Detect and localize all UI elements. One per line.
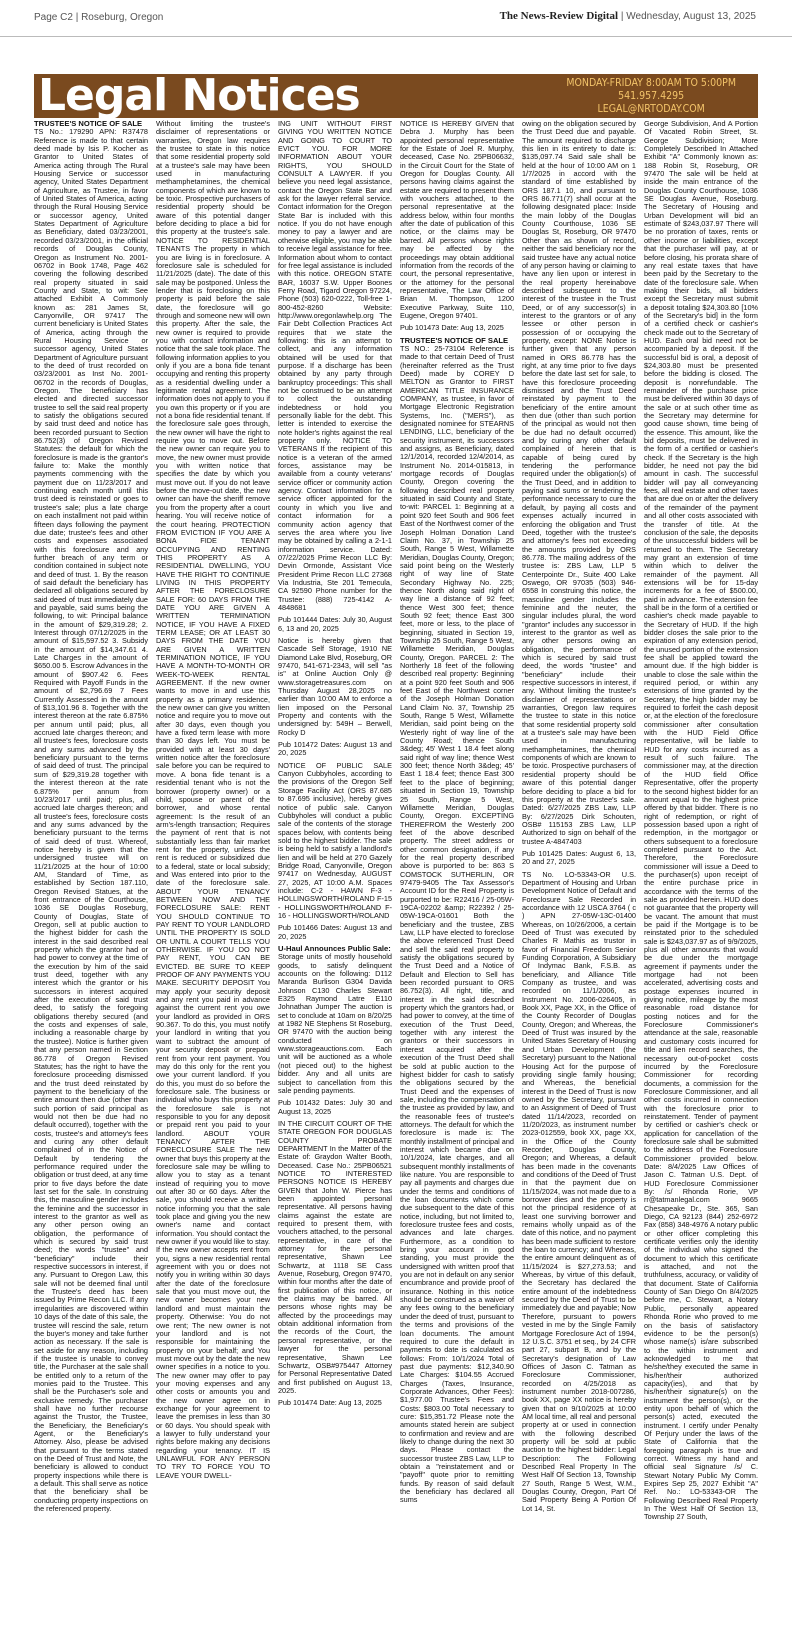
notice-column	[644, 119, 761, 1630]
page-header	[0, 0, 792, 37]
notice-body: George Subdivision, And A Portion Of Vacated Robin Street, St. George Subdivision; More Completely Described In Attached Exhibit "A" Commonly known as: 188 Robin St, Roseburg, OR 97470 The sale will be held at inside the main entrance of the Douglas County Courthouse, 1036 SE Douglas Avenue, Roseburg. The Secretary of Housing and Urban Development will bid an estimate of $243,037.97 There will be no proration of taxes, rents or other income or liabilities, except that the purchaser will pay, at or before closing, his prorata share of any real estate taxes that have been paid by the Secretary to the date of the foreclosure sale. When making their bids, all bidders except the Secretary must submit a deposit totaling $24,303.80 [10% of the Secretary's bid] in the form of a certified check or cashier's check made out to the Secretary of HUD. Each oral bid need not be accompanied by a deposit. If the successful bid is oral, a deposit of $24,303.80 must be presented before the bidding is closed. The deposit is nonrefundable. The remainder of the purchase price must be delivered within 30 days of the sale or at such other time as the Secretary may determine for good cause shown, time being of the essence. This amount, like the bid deposits, must be delivered in the form of a certified or cashier's check. If the Secretary is the high bidder, he need not pay the bid amount in cash. The successful bidder will pay all conveyancing fees, all real estate and other taxes that are due on or after the delivery of the remainder of the payment and all other costs associated with the transfer of title. At the conclusion of the sale, the deposits of the unsuccessful bidders will be returned to them. The Secretary may grant an extension of time within which to deliver the remainder of the payment. All extensions will be for 15-day increments for a fee of $500.00, paid in advance. The extension fee shall be in the form of a certified or cashier's check made payable to the Secretary of HUD. If the high bidder closes the sale prior to the expiration of any extension period, the unused portion of the extension fee shall be applied toward the amount due. If the high bidder is unable to close the sale within the required period, or within any extensions of time granted by the Secretary, the high bidder may be required to forfeit the cash deposit or, at the election of the foreclosure commissioner after consultation with the HUD Field Office representative, will be liable to HUD for any costs incurred as a result of such failure. The commissioner may, at the direction of the HUD field Office Representative, offer the property to the second highest bidder for an amount equal to the highest price offered by that bidder. There is no right of redemption, or right of possession based upon a right of redemption, in the mortgagor or others subsequent to a foreclosure completed pursuant to the Act. Therefore, the Foreclosure commissioner will issue a Deed to the purchaser(s) upon receipt of the entire purchase price in accordance with the terms of the sale as provided herein. HUD does not guarantee that the property will be vacant. The amount that must be paid if the Mortgage is to be reinstated prior to the scheduled sale is $243,037.97 as of 9/9/2025, plus all other amounts that would be due under the mortgage agreement if payments under the mortgage had not been accelerated, advertising costs and postage expenses incurred in giving notice, mileage by the most reasonable road distance for posting notices and for the Foreclosure Commissioner's attendance at the sale, reasonable and customary costs incurred for title and lien record searches, the necessary out-of-pocket costs incurred by the Foreclosure Commissioner for recording documents, a commission for the Foreclosure Commissioner, and all other costs incurred in connection with the foreclosure prior to reinstatement. Tender of payment by certified or cashier's check or application for cancellation of the foreclosure sale shall be submitted to the address of the Foreclosure Commissioner provided below. Date: 8/4/2025 Law Offices of Jason C. Tatman U.S. Dept. of HUD Foreclosure Commissioner By: /s/ Rhonda Rorie, VP rr@tatmanlegal.com 9665 Chesapeake Dr., Ste. 365, San Diego, CA 92123 (844) 252-6972 Fax (858) 348-4976 A notary public or other officer completing this certificate verifies only the identity of the individual who signed the document to which this certificate is attached, and not the truthfulness, accuracy, or validity of that document. State of California County of San Diego On 8/4/2025 before me, C. Stewart, a Notary Public, personally appeared Rhonda Rorie who proved to me on the basis of satisfactory evidence to be the person(s) whose name(s) is/are subscribed to the within instrument and acknowledged to me that he/she/they executed the same in his/her/their authorized capacity(ies), and that by his/her/their signature(s) on the instrument the person(s), or the entity upon behalf of which the person(s) acted, executed the instrument. I certify under Penalty Of Perjury under the laws of the State of California that the foregoing paragraph is true and correct. Witness my hand and official seal Signature /s/ C. Stewart Notary Public My Comm. Expires Sep 25, 2027 Exhibit "A" Ref. No.: LO-53343-OR The Following Described Real Property In The West Half Of Section 13, Township 27 South,	[644, 119, 761, 1522]
email-address: LEGAL@NRTODAY.COM	[597, 103, 705, 115]
page-folio: Page C2 | Roseburg, Oregon	[34, 12, 164, 23]
notice-column	[400, 119, 517, 1630]
notice-column	[278, 119, 395, 1630]
section-title: Legal Notices	[38, 70, 360, 121]
notice-body: IN THE CIRCUIT COURT OF THE STATE OREGON FOR DOUGLAS COUNTY PROBATE DEPARTMENT In the Matter of the Estate of: Graydon Walter Booth, Deceased. Case No.: 25PB06521 NOTICE TO INTERESTED PERSONS NOTICE IS HEREBY GIVEN that John W. Pierce has been appointed personal representative. All persons having claims against the estate are required to present them, with vouchers attached, to the personal representative, in care of the attorney for the personal representative, Shawn Lee Schwartz, at 1118 SE Cass Avenue, Roseburg, Oregon 97470, within four months after the date of first publication of this notice, or the claims may be barred. All persons whose rights may be affected by the proceedings may obtain additional information from the records of the Court, the personal representative, or the lawyer for the personal representative, Shawn Lee Schwartz, OSB#975447 Attorney for Personal Representative Dated and first published on August 13, 2025.	[278, 1118, 395, 1395]
legal-notices-banner	[34, 70, 758, 121]
notice-body: NOTICE OF PUBLIC SALE Canyon Cubbyholes, according to the provisions of the Oregon Self Storage Facility Act (ORS 87.685 to 87.695 inclusive), hereby gives notice of public sale. Canyon Cubbyholes will conduct a public sale of the contents of the storage spaces below, with contents being sold to the highest bidder. The sale is being held to satisfy a landlord's lien and will be held at 270 Gazely Bridge Road, Canyonville, Oregon 97417 on Wednesday, AUGUST 27, 2025, AT 10:00 A.M. Spaces include: C-2 - HAWN F-3 - HOLLINGSWORTH/ROLAND F-15 - HOLLINGSWORTH/ROLAND F-16 - HOLLINGSWORTH/ROLAND	[278, 760, 395, 920]
publication-line: Pub 101472 Dates: August 13 and 20, 2025	[278, 740, 392, 758]
office-hours: MONDAY-FRIDAY 8:00AM TO 5:00PM	[566, 77, 736, 89]
notice-body: ING UNIT WITHOUT FIRST GIVING YOU WRITTEN NOTICE AND GOING TO COURT TO EVICT YOU. FOR MORE INFORMATION ABOUT YOUR RIGHTS, YOU SHOULD CONSULT A LAWYER. If you believe you need legal assistance, contact the Oregon State Bar and ask for the lawyer referral service. Contact information for the Oregon State Bar is included with this notice. If you do not have enough money to pay a lawyer and are otherwise eligible, you may be able to receive legal assistance for free. Information about whom to contact for free legal assistance is included with this notice. OREGON STATE BAR, 16037 S.W. Upper Boones Ferry Road, Tigard Oregon 97224, Phone (503) 620-0222, Toll-free 1-800-452-8260 Website: http://www.oregonlawhelp.org The Fair Debt Collection Practices Act requires that we state the following: this is an attempt to collect, and any information obtained will be used for that purpose. If a discharge has been obtained by any party through bankruptcy proceedings: This shall not be construed to be an attempt to collect the outstanding indebtedness or hold you personally liable for the debt. This letter is intended to exercise the note holder's rights against the real property only. NOTICE TO VETERANS If the recipient of this notice is a veteran of the armed forces, assistance may be available from a county veterans' service officer or community action agency. Contact information for a service officer appointed for the county in which you live and contact information for a community action agency that serves the area where you live may be obtained by calling a 2-1-1 information service. Dated: 07/22/2025 Prime Recon LLC By: Devin Ormonde, Assistant Vice President Prime Recon LLC 27368 Via Industria, Ste 201 Temecula, CA 92590 Phone number for the Trustee: (888) 725-4142 A-4848681	[278, 119, 395, 612]
notice-body: TS No. LO-53343-OR U.S. Department of Housing and Urban Development Notice of Default and Foreclosure Sale Recorded in accordance with 12 USCA 3764 ( c ) APN 27-05W-13C-01400 Whereas, on 10/26/2006, a certain Deed of Trust was executed by Charles R Mathis as trustor in favor of Financial Freedom Senior Funding Corporation, A Subsidiary Of Indymac Bank, F.S.B. as beneficiary, and Alliance Title Company as trustee, and was recorded on 11/1/2006, as Instrument No. 2006-026405, in Book XX, Page XX, in the Office of the County Recorder of Douglas County, Oregon; and Whereas, the Deed of Trust was insured by the United States Secretary of Housing and Urban Development (the Secretary) pursuant to the National Housing Act for the purpose of providing single family housing; and Whereas, the beneficial interest in the Deed of Trust is now owned by the Secretary, pursuant to an Assignment of Deed of Trust dated 11/14/2023, recorded on 11/20/2023, as instrument number 2023-012559, book XX, page XX, in the Office of the County Recorder, Douglas County, Oregon; and Whereas, a default has been made in the covenants and conditions of the Deed of Trust in that the payment due on 11/15/2024, was not made due to a borrower dies and the property is not the principal residence of at least one surviving borrower and remains wholly unpaid as of the date of this notice, and no payment has been made sufficient to restore the loan to currency; and Whereas, the entire amount delinquent as of 11/15/2024 is $27,273.53; and Whereas, by virtue of this default, the Secretary has declared the entire amount of the indebtedness secured by the Deed of Trust to be immediately due and payable; Now Therefore, pursuant to powers vested in me by the Single Family Mortgage Foreclosure Act of 1994, 12 U.S.C. 3751 et seq., by 24 CFR part 27, subpart B, and by the Secretary's designation of Law Offices of Jason C. Tatman as Foreclosure Commissioner, recorded on 4/25/2018 as instrument number 2018-007286, book XX, page XX notice is hereby given that on 9/10/2025 at 10:00 AM local time, all real and personal property at or used in connection with the following described property will be sold at public auction to the highest bidder: Legal Description: The Following Described Real Property In The West Half Of Section 13, Township 27 South, Range 5 West, W.M., Douglas County, Oregon, Part Of Said Property Being A Portion Of Lot 14, St.	[522, 869, 639, 1513]
legal-notice	[34, 119, 151, 1514]
contact-info	[566, 77, 736, 116]
publication-line: Pub 101444 Dates: July 30, August 6, 13 and 20, 2025	[278, 615, 392, 633]
notice-body: Notice is hereby given that Cascade Self Storage, 1910 NE Diamond Lake Blvd, Roseburg, OR 97470, 541-671-2343, will sell "as is" at Online Auction Only @ www.storagetreasures.com on Thursday August 28,2025 no earlier than 10:00 AM to enforce a lien imposed on the Personal Property and contents with the undersigned by: 549H – Berwell, Rocky D	[278, 635, 395, 737]
masthead	[500, 10, 756, 22]
notice-body: NOTICE IS HEREBY GIVEN that Debra J. Murphy has been appointed personal representative for the Estate of Joel R. Murphy, deceased, Case No. 25PB06632, in the Circuit Court for the State of Oregon for Douglas County. All persons having claims against the estate are required to present them with vouchers attached, to the personal representative at the address below, within four months after the date of publication of this notice, or the claims may be barred. All persons whose rights may be affected by the proceedings may obtain additional information from the records of the court, the personal representative, or the attorney for the personal representative, The Law Office of Brian M. Thompson, 1200 Executive Parkway, Suite 110, Eugene, Oregon 97401.	[400, 119, 517, 320]
notice-body: TS NO.: 25-73104 Reference is made to that certain Deed of Trust (hereinafter referred as the Trust Deed) made by COREY D MELTON as Grantor to FIRST AMERICAN TITLE INSURANCE COMPANY, as trustee, in favor of Mortgage Electronic Registration Systems, Inc. ("MERS"), as designated nominee for STEARNS LENDING, LLC, beneficiary of the security instrument, its successors and assigns, as Beneficiary, dated 12/1/2014, recorded 12/4/2014, as Instrument No. 2014-015813, in mortgage records of Douglas County, Oregon covering the following described real property situated in said County and State, to-wit: PARCEL 1: Beginning at a point 920 feet South and 906 feet East of the Northwest corner of the Joseph Holman Donation Land Claim No. 37, in Township 25 South, Range 5 West, Willamette Meridian, Douglas County, Oregon; said point being on the Westerly right of way line of State Secondary Highway No. 225; thence North along said right of way line a distance of 92 feet; thence West 300 feet; thence South 92 feet; thence East 300 feet, more or less, to the place of beginning, situated in Section 19, Township 25 South, Range 5 West, Willamette Meridian, Douglas County, Oregon. PARCEL 2: The Northerly 18 feet of the following described real property: Beginning at a point 920 feet South and 906 feet East of the Northwest corner of the Joseph Holman Donation Land Claim No. 37, Township 25 South, Range 5 West, Willamette Meridian, said point being on the Westerly right of way line of the County Road; thence South 3&deg; 45' West 1 18.4 feet along said right of way line; thence West 300 feet; thence North 3&deg; 45' East 1 18.4 feet; thence East 300 feet to the place of beginning; situated in Section 19, Township 25 South, Range 5 West, Willamette Meridian, Douglas County, Oregon. EXCEPTING THEREFROM the Westerly 200 feet of the above described property. The street address or other common designation, if any for the real property described above is purported to be: 863 S COMSTOCK SUTHERLIN, OR 97479-9405 The Tax Assessor's Account ID for the Real Property is purported to be: R22416 / 25-05W-19CA-02202 &amp; R22392 / 25-05W-19CA-01601 Both the beneficiary and the trustee, ZBS Law, LLP have elected to foreclose the above referenced Trust Deed and sell the said real property to satisfy the obligations secured by the Trust Deed and a Notice of Default and Election to Sell has been recorded pursuant to ORS 86.752(3). All right, title, and interest in the said described property which the grantors had, or had power to convey, at the time of execution of the Trust Deed, together with any interest the grantors or their successors in interest acquired after the execution of the Trust Deed shall be sold at public auction to the highest bidder for cash to satisfy the obligations secured by the Trust Deed and the expenses of sale, including the compensation of the trustee as provided by law, and the reasonable fees of trustee's attorneys. The default for which the foreclosure is made is: The monthly installment of principal and interest which became due on 10/1/2024, late charges, and all subsequent monthly installments of like nature. You are responsible to pay all payments and charges due under the terms and conditions of the loan documents which come due subsequent to the date of this notice, including, but not limited to, foreclosure trustee fees and costs, advances and late charges. Furthermore, as a condition to bring your account in good standing, you must provide the undersigned with written proof that you are not in default on any senior encumbrance and provide proof of insurance. Nothing in this notice should be construed as a waiver of any fees owing to the beneficiary under the deed of trust, pursuant to the terms and provisions of the loan documents. The amount required to cure the default in payments to date is calculated as follows: From: 10/1/2024 Total of past due payments: $12,340.90 Late Charges: $104.55 Accrued Charges (Taxes, Insurance, Corporate Advances, Other Fees): $1,977.00 Trustee's Fees and Costs: $803.00 Total necessary to cure: $15,351.72 Please note the amounts stated herein are subject to confirmation and review and are likely to change during the next 30 days. Please contact the successor trustee ZBS Law, LLP to obtain a "reinstatement and or "payoff" quote prior to remitting funds. By reason of said default the beneficiary has declared all sums	[400, 343, 517, 1505]
legal-notice	[522, 119, 639, 867]
legal-notice	[278, 944, 395, 1116]
notice-column	[34, 119, 151, 1630]
legal-notice	[278, 760, 395, 941]
notice-body: owing on the obligation secured by the Trust Deed due and payable. The amount required to discharge this lien in its entirety to date is: $135,097.74 Said sale shall be held at the hour of 10:00 AM on 1 1/7/2025 in accord with the standard of time established by ORS 187.1 10, and pursuant to ORS 86.771(7) shall occur at the following designated place: Inside the main lobby of the Douglas County Courthouse, 1036 SE Douglas St, Roseburg, OR 97470 Other than as shown of record, neither the said beneficiary nor the said trustee have any actual notice of any person having or claiming to have any lien upon or interest in the real property hereinabove described subsequent to the interest of the trustee in the Trust Deed, or of any successor(s) in interest to the grantors or of any lessee or other person in possession of or occupying the property, except: NONE Notice is further given that any person named in ORS 86.778 has the right, at any time prior to five days before the date last set for sale, to have this foreclosure proceeding dismissed and the Trust Deed reinstated by payment to the beneficiary of the entire amount then due (other than such portion of the principal as would not then be due had no default occurred) and by curing any other default complained of herein that is capable of being cured by tendering the performance required under the obligation(s) of the Trust Deed, and in addition to paying said sums or tendering the performance necessary to cure the default, by paying all costs and expenses actually incurred in enforcing the obligation and Trust Deed, together with the trustee's and attorney's fees not exceeding the amounts provided by ORS 86.778. The mailing address of the trustee is: ZBS Law, LLP 5 Centerpointe Dr., Suite 400 Lake Oswego, OR 97035 (503) 946-6558 In construing this notice, the masculine gender includes the feminine and the neuter, the singular includes plural, the word "grantor" includes any successor in interest to the grantor as well as any other persons owing an obligation, the performance of which is secured by said trust deed, the words "trustee" and "beneficiary" include their respective successors in interest, if any. Without limiting the trustee's disclaimer of representations or warranties, Oregon law requires the trustee to state in this notice that some residential property sold at a trustee's sale may have been used in manufacturing methamphetamines, the chemical components of which are known to be toxic. Prospective purchasers of residential property should be aware of this potential danger before deciding to place a bid for this property at the trustee's sale. Dated: 6/27/2025 ZBS Law, LLP By: 6/27/2025 Dirk Schouten, OSB# 115153 ZBS Law, LLP Authorized to sign on behalf of the trustee A-4847403	[522, 119, 639, 846]
notice-column	[522, 119, 639, 1630]
publication-line: Pub 101425 Dates: August 6, 13, 20 and 27, 2025	[522, 848, 636, 867]
publication-line: Pub 101473 Date: Aug 13, 2025	[400, 323, 504, 333]
notice-heading: TRUSTEE'S NOTICE OF SALE	[400, 335, 509, 345]
paper-name: The News-Review Digital	[499, 10, 619, 22]
notice-heading: TRUSTEE'S NOTICE OF SALE	[34, 119, 143, 128]
legal-notice	[522, 869, 639, 1513]
notice-column	[156, 119, 273, 1630]
notice-body: Storage units of mostly household goods, to satisfy delinquent accounts on the following: D112 Maranda Burlison G304 Davida Johnson C130 Charles Stewart E325 Raymond Latre E110 Johnathan Jumper The auction is set to conclude at 10am on 8/20/25 at 1982 NE Stephens St Roseburg, OR 97470 with the auction being conducted on www.storageauctions.com. Each unit will be auctioned as a whole (not pieced out) to the highest bidder. Any and all units are subject to cancellation from this sale pending payments.	[278, 952, 395, 1095]
notice-heading: U-Haul Announces Public Sale:	[278, 944, 391, 953]
phone-number: 541.957.4295	[618, 90, 685, 102]
legal-notice	[644, 119, 761, 1522]
legal-notice	[156, 119, 273, 1480]
publication-line: Pub 101432 Dates: July 30 and August 13, 2025	[278, 1098, 392, 1116]
legal-notice	[278, 635, 395, 758]
legal-notice	[278, 119, 395, 633]
publication-line: Pub 101466 Dates: August 13 and 20, 2025	[278, 923, 392, 941]
legal-notice	[400, 335, 517, 1505]
issue-date: | Wednesday, August 13, 2025	[620, 11, 756, 22]
publication-line: Pub 101474 Date: Aug 13, 2025	[278, 1398, 382, 1408]
notice-body: TS No.: 179290 APN: R37478 Reference is made to that certain deed made by Isis P. Kocher as Grantor to United States of America acting through The Rural Housing Service or successor agency, United States Department of Agriculture, as Trustee, in favor of United States of America, acting through the Rural Housing Service or successor agency, United States Department of Agriculture as Beneficiary, dated 03/23/2001, recorded 03/23/2001, in the official records of Douglas County, Oregon as Instrument No. 2001-06702 in Book 1748, Page 462 covering the following described real property situated in said County and State, to wit: See attached Exhibit A Commonly known as: 281 James St, Canyonville, OR 97417 The current beneficiary is United States of America, acting through the Rural Housing Service or successor agency, United States Department of Agriculture pursuant to the deed of trust recorded on 03/23/2001 as Inst No. 2001-06702 in the records of Douglas, Oregon. The beneficiary has elected and directed successor trustee to sell the said real property to satisfy the obligations secured by said trust deed and notice has been recorded pursuant to Section 86.752(3) of Oregon Revised Statutes: the default for which the foreclosure is made is the grantor's failure to: Make the monthly payments commencing with the payment due on 11/23/2017 and continuing each month until this trust deed is reinstated or goes to trustee's sale; plus a late charge on each installment not paid within fifteen days following the payment due date; trustee's fees and other costs and expenses associated with this foreclosure and any further breach of any term or condition contained in subject note and deed of trust. 1. By the reason of said default the beneficiary has declared all obligations secured by said deed of trust immediately due and payable, said sums being the following, to wit: Principal balance in the amount of $29,319.28; 2. Interest through 07/12/2025 in the amount of $15,597.52 3. Subsidy in the amount of $14,347.61 4. Late Charges in the amount of $650.00 5. Escrow Advances in the amount of $907.42 6. Fees Required with Payoff Funds in the amount of $2,796.69 7 Fees Currently Assessed in the amount of $13,101.96 8. Together with the interest thereon at the rate 6.875% per annum until paid; plus, all accrued late charges thereon; and all trustee's fees, foreclosure costs and any sums advanced by the beneficiary pursuant to the terms of said deed of trust. The principal sum of $29,319.28 together with the interest thereon at the rate 6.875% per annum from 10/23/2017 until paid; plus, all accrued late charges thereon; and all trustee's fees, foreclosure costs and any sums advanced by the beneficiary pursuant to the terms of said deed of trust. Whereof, notice hereby is given that the undersigned trustee will on 11/21/2025 at the hour of 10:00 AM, Standard of Time, as established by Section 187.110, Oregon Revised Statues, at the front entrance of the Courthouse, 1036 SE Douglas Roseburg, County of Douglas, State of Oregon, sell at public auction to the highest bidder for cash the interest in the said described real property which the grantor had or had power to convey at the time of the execution by him of the said trust deed, together with any interest which the grantor or his successors in interest acquired after the execution of said trust deed, to satisfy the foregoing obligations thereby secured (and the costs and expenses of sale, including a reasonable charge by the trustee). Notice is further given that any person named in Section 86.778 of Oregon Revised Statutes; has the right to have the foreclosure proceeding dismissed and the trust deed reinstated by payment to the beneficiary of the entire amount then due (other than such portion of said principal as would not then be due had no default occurred), together with the costs, trustee's and attorney's fees and curing any other default complained of in the Notice of Default by tendering the performance required under the obligation or trust deed, at any time prior to five days before the date last set for the sale. In construing this, the masculine gender includes the feminine and the successor in interest to the grantor as well as any other person owing an obligation, the performance of which is secured by said trust deed; the words "trustee" and "beneficiary" include their respective successors in interest, if any. Pursuant to Oregon Law, this sale will not be deemed final until the Trustee's deed has been issued by Prime Recon LLC. If any irregularities are discovered within 10 days of the date of this sale, the trustee will rescind the sale, return the buyer's money and take further action as necessary. If the sale is set aside for any reason, including if the trustee is unable to convey title, the Purchaser at the sale shall be entitled only to a return of the monies paid to the Trustee. This shall be the Purchaser's sole and exclusive remedy. The purchaser shall have no further recourse against the Trustor, the Trustee, the Beneficiary, the Beneficiary's Agent, or the Beneficiary's Attorney. Also, please be advised that pursuant to the terms stated on the Deed of Trust and Note, the beneficiary is allowed to conduct property inspections while there is a default. This shall serve as notice that the beneficiary shall be conducting property inspections on the referenced property.	[34, 127, 151, 1514]
legal-notice	[400, 119, 517, 333]
notice-body: Without limiting the trustee's disclaimer of representations or warranties, Oregon law requires the trustee to state in this notice that some residential property sold at a trustee's sale may have been used in manufacturing methamphetamines, the chemical components of which are known to be toxic. Prospective purchasers of residential property should be aware of this potential danger before deciding to place a bid for this property at the trustee's sale. NOTICE TO RESIDENTIAL TENANTS The property in which you are living is in foreclosure. A foreclosure sale is scheduled for 11/21/2025 (date). The date of this sale may be postponed. Unless the lender that is foreclosing on this property is paid before the sale date, the foreclosure will go through and someone new will own this property. After the sale, the new owner is required to provide you with contact information and notice that the sale took place. The following information applies to you only if you are a bona fide tenant occupying and renting this property as a residential dwelling under a legitimate rental agreement. The information does not apply to you if you own this property or if you are not a bona fide residential tenant. If the foreclosure sale goes through, the new owner will have the right to require you to move out. Before the new owner can require you to move, the new owner must provide you with written notice that specifies the date by which you must move out. If you do not leave before the move-out date, the new owner can have the sheriff remove you from the property after a court hearing. You will receive notice of the court hearing. PROTECTION FROM EVICTION IF YOU ARE A BONA FIDE TENANT OCCUPYING AND RENTING THIS PROPERTY AS A RESIDENTIAL DWELLING, YOU HAVE THE RIGHT TO CONTINUE LIVING IN THIS PROPERTY AFTER THE FORECLOSURE SALE FOR: 60 DAYS FROM THE DATE YOU ARE GIVEN A WRITTEN TERMINATION NOTICE, IF YOU HAVE A FIXED TERM LEASE; OR AT LEAST 30 DAYS FROM THE DATE YOU ARE GIVEN A WRITTEN TERMINATION NOTICE, IF YOU HAVE A MONTH-TO-MONTH OR WEEK-TO-WEEK RENTAL AGREEMENT. If the new owner wants to move in and use this property as a primary residence, the new owner can give you written notice and require you to move out after 30 days, even though you have a fixed term lease with more than 30 days left. You must be provided with at least 30 days' written notice after the foreclosure sale before you can be required to move. A bona fide tenant is a residential tenant who is not the borrower (property owner) or a child, spouse or parent of the borrower, and whose rental agreement: Is the result of an arm's-length transaction; Requires the payment of rent that is not substantially less than fair market rent for the property, unless the rent is reduced or subsidized due to a federal, state or local subsidy; and Was entered into prior to the date of the foreclosure sale. ABOUT YOUR TENANCY BETWEEN NOW AND THE FORECLOSURE SALE: RENT YOU SHOULD CONTINUE TO PAY RENT TO YOUR LANDLORD UNTIL THE PROPERTY IS SOLD OR UNTIL A COURT TELLS YOU OTHERWISE. IF YOU DO NOT PAY RENT, YOU CAN BE EVICTED. BE SURE TO KEEP PROOF OF ANY PAYMENTS YOU MAKE. SECURITY DEPOSIT You may apply your security deposit and any rent you paid in advance against the current rent you owe your landlord as provided in ORS 90.367. To do this, you must notify your landlord in writing that you want to subtract the amount of your security deposit or prepaid rent from your rent payment. You may do this only for the rent you owe your current landlord. If you do this, you must do so before the foreclosure sale. The business or individual who buys this property at the foreclosure sale is not responsible to you for any deposit or prepaid rent you paid to your landlord. ABOUT YOUR TENANCY AFTER THE FORECLOSURE SALE The new owner that buys this property at the foreclosure sale may be willing to allow you to stay as a tenant instead of requiring you to move out after 30 or 60 days. After the sale, you should receive a written notice informing you that the sale took place and giving you the new owner's name and contact information. You should contact the new owner if you would like to stay. If the new owner accepts rent from you, signs a new residential rental agreement with you or does not notify you in writing within 30 days after the date of the foreclosure sale that you must move out, the new owner becomes your new landlord and must maintain the property. Otherwise: You do not owe rent; The new owner is not your landlord and is not responsible for maintaining the property on your behalf; and You must move out by the date the new owner specifies in a notice to you. The new owner may offer to pay your moving expenses and any other costs or amounts you and the new owner agree on in exchange for your agreement to leave the premises in less than 30 or 60 days. You should speak with a lawyer to fully understand your rights before making any decisions regarding your tenancy. IT IS UNLAWFUL FOR ANY PERSON TO TRY TO FORCE YOU TO LEAVE YOUR DWELL-	[156, 119, 273, 1480]
notice-columns	[34, 119, 761, 1630]
legal-notice	[278, 1118, 395, 1408]
